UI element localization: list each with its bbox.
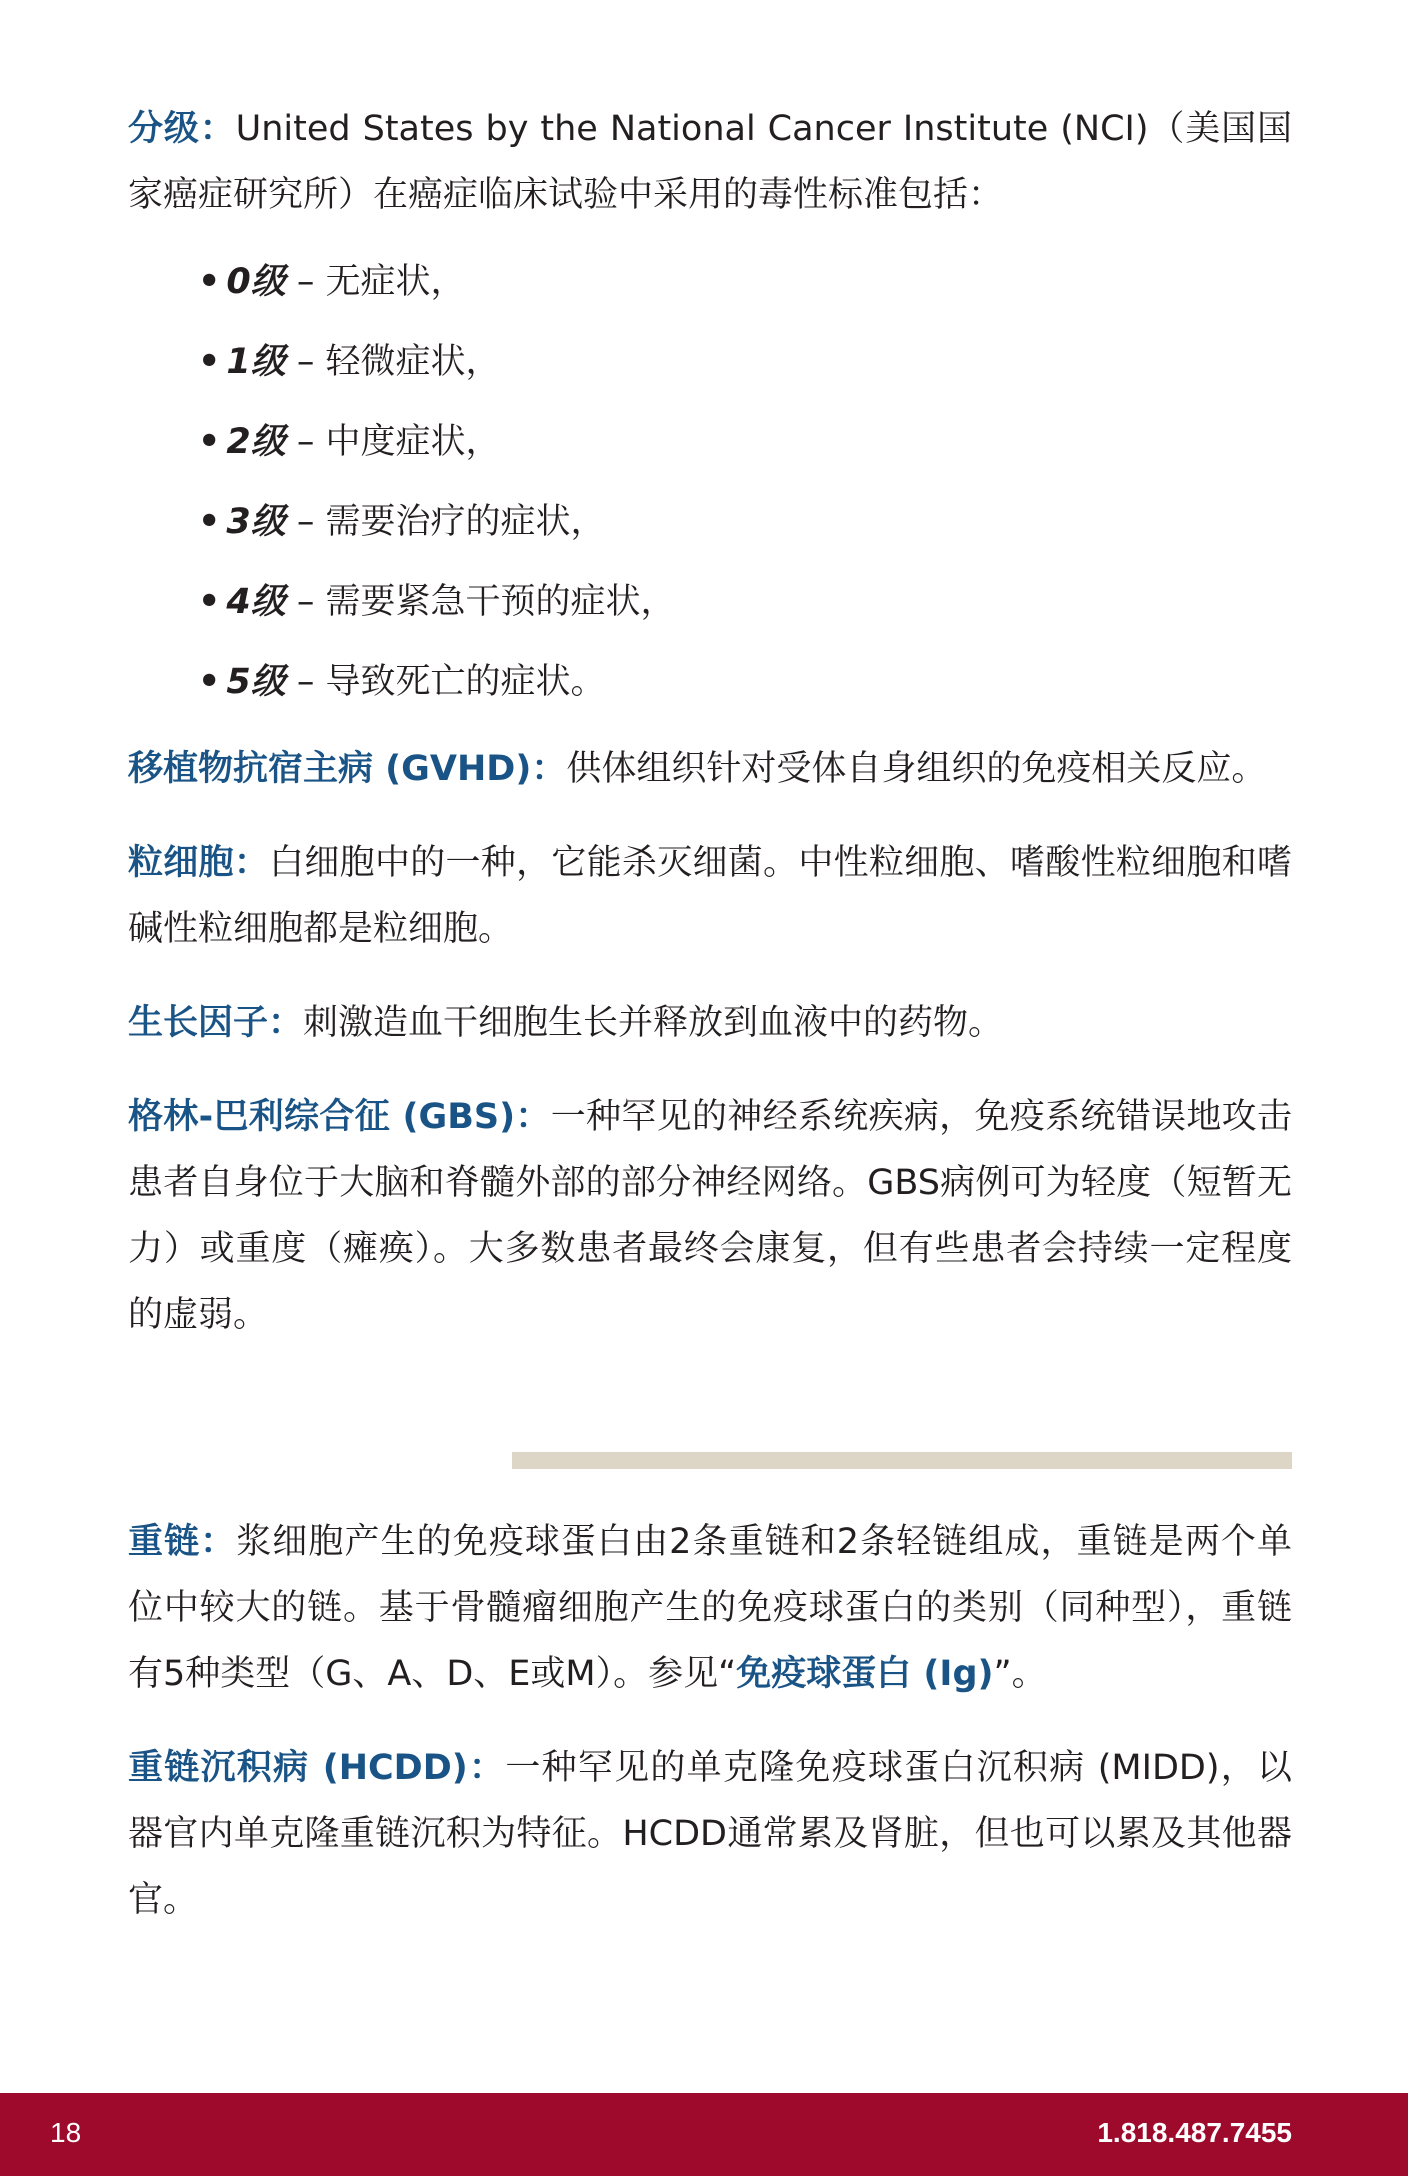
bullet-icon: • (198, 582, 221, 622)
definition-gvhd: 供体组织针对受体自身组织的免疫相关反应。 (566, 749, 1267, 789)
grade-description: – 轻微症状， (285, 342, 501, 382)
footer-phone-number: 1.818.487.7455 (1097, 2117, 1292, 2148)
grade-item (198, 402, 1292, 482)
grade-label: 4级 (226, 582, 286, 622)
glossary-entry-hcdd (128, 1735, 1292, 1933)
grade-label: 1级 (226, 342, 286, 382)
grade-label: 0级 (226, 262, 286, 302)
grade-item (198, 562, 1292, 642)
glossary-content (128, 96, 1292, 1933)
definition-heavy-chain: 浆细胞产生的免疫球蛋白由2条重链和2条轻链组成，重链是两个单位中较大的链。基于骨髓瘤细胞产生的免疫球蛋白的类别（同种型），重链有5种类型（G、A、D、E或M）。参见“ (128, 1522, 1292, 1694)
definition-gbs: 一种罕见的神经系统疾病，免疫系统错误地攻击患者自身位于大脑和脊髓外部的部分神经网络。GBS病例可为轻度（短暂无力）或重度（瘫痪）。大多数患者最终会康复，但有些患者会持续一定程度的虚弱。 (128, 1097, 1292, 1335)
glossary-entry-gvhd (128, 736, 1292, 802)
definition-growth-factor: 刺激造血干细胞生长并释放到血液中的药物。 (303, 1003, 1004, 1043)
glossary-entry-heavy-chain (128, 1509, 1292, 1707)
term-gvhd: 移植物抗宿主病 (GVHD)： (128, 749, 567, 789)
grade-description: – 中度症状， (285, 422, 501, 462)
grade-description: – 导致死亡的症状。 (285, 662, 606, 702)
page-number: 18 (50, 2117, 82, 2148)
glossary-entry-growth-factor (128, 990, 1292, 1056)
grade-item (198, 482, 1292, 562)
bullet-icon: • (198, 262, 221, 302)
bullet-icon: • (198, 502, 221, 542)
bullet-icon: • (198, 422, 221, 462)
cross-reference-link[interactable]: 免疫球蛋白 (Ig) (736, 1654, 994, 1694)
glossary-entry-grading (128, 96, 1292, 228)
grade-item (198, 322, 1292, 402)
section-divider (512, 1452, 1292, 1469)
grade-label: 5级 (226, 662, 286, 702)
grade-label: 3级 (226, 502, 286, 542)
definition-heavy-chain-end: ”。 (993, 1654, 1047, 1694)
glossary-entry-gbs (128, 1084, 1292, 1348)
grade-label: 2级 (226, 422, 286, 462)
grade-description: – 无症状， (285, 262, 466, 302)
grade-description: – 需要治疗的症状， (285, 502, 606, 542)
definition-hcdd: 一种罕见的单克隆免疫球蛋白沉积病 (MIDD)，以器官内单克隆重链沉积为特征。HCDD通常累及肾脏，但也可以累及其他器官。 (128, 1748, 1293, 1920)
glossary-entry-granulocyte (128, 830, 1292, 962)
grade-item (198, 242, 1292, 322)
grade-description: – 需要紧急干预的症状， (285, 582, 676, 622)
definition-grading: United States by the National Cancer Institute (NCI)（美国国家癌症研究所）在癌症临床试验中采用的毒性标准包括： (128, 109, 1292, 215)
term-grading: 分级： (128, 109, 236, 149)
term-gbs: 格林-巴利综合征 (GBS)： (128, 1097, 551, 1137)
grade-list (128, 242, 1292, 722)
term-heavy-chain: 重链： (128, 1522, 237, 1562)
bullet-icon: • (198, 662, 221, 702)
term-granulocyte: 粒细胞： (128, 843, 270, 883)
page-footer (0, 2093, 1408, 2176)
term-hcdd: 重链沉积病 (HCDD)： (128, 1748, 506, 1788)
definition-granulocyte: 白细胞中的一种，它能杀灭细菌。中性粒细胞、嗜酸性粒细胞和嗜碱性粒细胞都是粒细胞。 (128, 843, 1292, 949)
term-growth-factor: 生长因子： (128, 1003, 304, 1043)
grade-item (198, 642, 1292, 722)
bullet-icon: • (198, 342, 221, 382)
